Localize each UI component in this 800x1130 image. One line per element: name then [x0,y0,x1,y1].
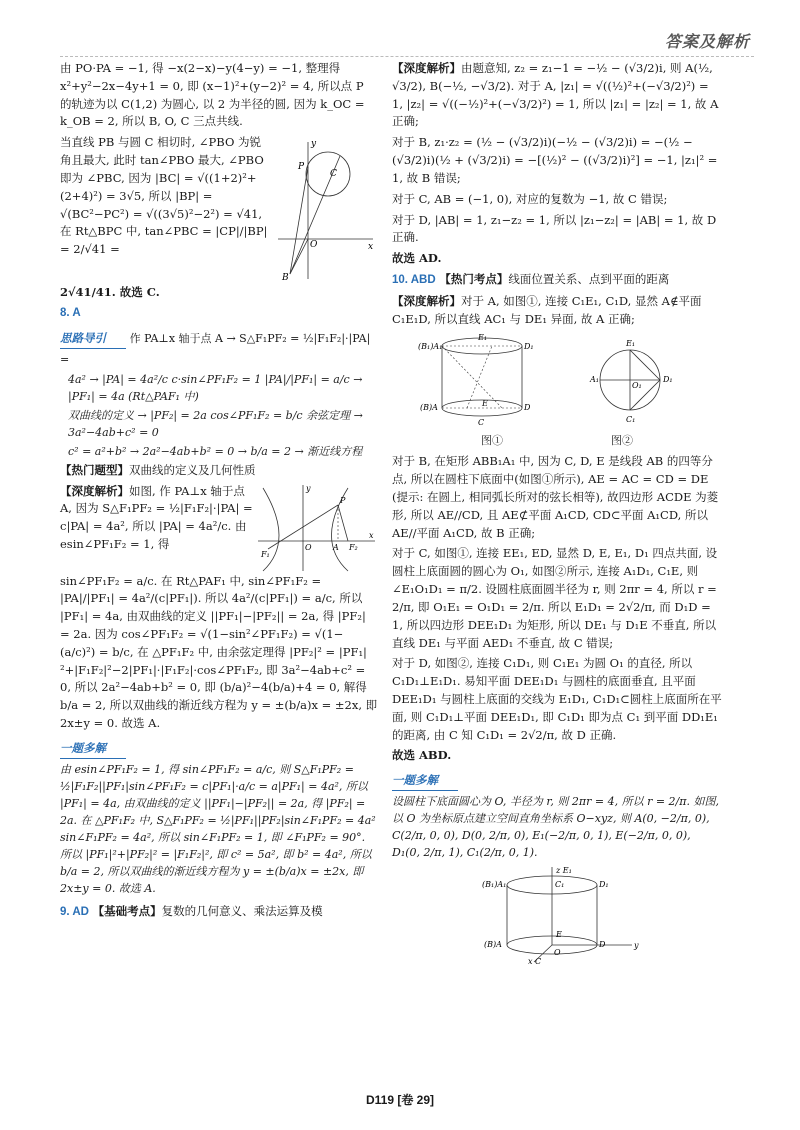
q8-hot-topic [60,462,378,480]
svg-text:x: x [369,530,374,540]
q8-flow-step-3: c² = a²+b² → 2a²−4ab+b² = 0 → b/a = 2 → 渐近线方程 [68,444,363,458]
svg-text:O: O [310,240,318,251]
q9-topic: 复数的几何意义、乘法运算及模 [161,904,323,919]
q8-deep-text-2: sin∠PF₁F₂ = a/c. 在 Rt△PAF₁ 中, sin∠PF₁F₂ = |PA|/|PF₁| = 4a²/(c|PF₁|). 所以 4a²/(c|PF₁|) = a/c, 所以 |PF₁| = 4a, 由双曲线的定义 ||PF₁|−|PF₂|| = 2a, 得 |PF₂| = 2a. 因为 cos∠PF₁F₂ = √(1−sin²∠PF₁F₂) = √(1−(a/c)²) = b/c, 在 △PF₁F₂ 中, 由余弦定理得 |PF₂|² = |PF₁|²+|F₁F₂|²−2|PF₁|·|F₁F₂|·cos∠PF₁F₂, 即 3a²−4ab+c² = 0, 所以 2a²−4ab+b² = 0, 即 (b/a)²−4(b/a)+4 = 0, 解得 b/a = 2, 所以双曲线的渐近线方程为 y = ±(b/a)x = ±2x, 即 2x±y = 0. 故选 A. [60,573,378,731]
q10-cylinder-figures [412,332,702,428]
svg-text:y: y [311,139,317,150]
q10-multi-text: 设圆柱下底面圆心为 O, 半径为 r, 则 2πr = 4, 所以 r = 2/π. 如图, 以 O 为坐标原点建立空间直角坐标系 O−xyz, 则 A(0, −2/π, 0), C(2/π, 0, 0), D(0, 2/π, 0), E₁(−2/π, 0, 1), E(−2/π, 0, 0), D₁(0, 2/π, 1), C₁(2/π, 0, 1). [392,795,719,860]
svg-text:O₁: O₁ [632,381,642,391]
q9-answer: 故选 AD. [392,251,442,266]
q10-label: 10. ABD [392,273,436,286]
q7-continuation-text: 由 PO·PA = −1, 得 −x(2−x)−y(4−y) = −1, 整理得 x²+y²−2x−4y+1 = 0, 即 (x−1)²+(y−2)² = 4, 所以点 P 的轨迹为以 C(1,2) 为圆心, 以 2 为半径的圆, 因为 k_OC = k_OB = 2, 所以 B, O, C 三点共线. [60,61,365,129]
svg-text:E₁: E₁ [626,339,636,349]
q8-deep-text-1 [60,483,253,570]
q10-deep-b: 对于 B, 在矩形 ABB₁A₁ 中, 因为 C, D, E 是线段 AB 的四等分点, 所以在圆柱下底面中(如图①所示), AE = AC = CD = DE (提示: 在圆上, 相同弧长所对的弦长相等), 故四边形 ACDE 为菱形, 所以 AE//CD, 且 AE⊄平面 A₁CD, CD⊂平面 A₁CD, 所以 AE//平面 A₁CD, 故 B 正确; [392,454,719,540]
q7-tangent-text: 当直线 PB 与圆 C 相切时, ∠PBO 为锐角且最大, 此时 tan∠PBO 最大, ∠PBO 即为 ∠PBC, 因为 |BC| = √((1+2)²+(2+4)²) = 3√5, 所以 |BP| = √(BC²−PC²) = √((3√5)²−2²) = √41, 在 Rt△BPC 中, tan∠PBC = |CP|/|BP| = 2/√41 = [60,135,268,257]
q8-deep-intro: 如图, 作 PA⊥x 轴于点 A, 因为 S△F₁PF₂ = ½|F₁F₂|·|PA| = c|PA| = 4a², 所以 |PA| = 4a²/c. 由 esin∠PF₁F₂ = 1, 得 [60,483,253,551]
q9-deep-a: 由题意知, z₂ = z₁−1 = −½ − (√3/2)i, 则 A(½, √3/2), B(−½, −√3/2). 对于 A, |z₁| = √((½)²+(−√3/2)²) = 1, |z₂| = √((−½)²+(−√3/2)²) = 1, 所以 |z₁| = |z₂| = 1, 故 A 正确; [392,61,719,129]
q8-guide-row [60,326,378,369]
page-footer-number: D119 [卷 29] [365,1093,435,1108]
svg-text:D: D [599,940,606,950]
q8-multi-text: 由 esin∠PF₁F₂ = 1, 得 sin∠PF₁F₂ = a/c, 则 S△F₁PF₂ = ½|F₁F₂||PF₁|sin∠PF₁F₂ = c|PF₁|·a/c = a|PF₁| = 4a², 所以 |PF₁| = 4a, 由双曲线的定义 ||PF₁|−|PF₂|| = 2a, 得 |PF₂| = 2a. 在 △PF₁F₂ 中, S△F₁PF₂ = ½|PF₁||PF₂|sin∠F₁PF₂ = 4a² sin∠F₁PF₂ = 4a², 所以 sin∠F₁PF₂ = 1, 即 ∠F₁PF₂ = 90°. 所以 |PF₁|²+|PF₂|² = |F₁F₂|², 即 c² = 5a², 即 b² = 4a², 所以 b/a = 2, 所以双曲线的渐近线方程为 y = ±(b/a)x = ±2x, 即 2x±y = 0. 故选 A. [60,762,376,895]
svg-text:(B)A: (B)A [420,403,438,413]
svg-text:A₁: A₁ [590,375,599,385]
q7-answer: 2√41/41. 故选 C. [60,285,160,300]
fig2-caption: 图② [611,434,633,448]
svg-text:D: D [524,403,531,413]
svg-text:E₁: E₁ [478,333,488,343]
q9-deep-d: 对于 D, |AB| = 1, z₁−z₂ = 1, 所以 |z₁−z₂| = |AB| = 1, 故 D 正确. [392,212,717,245]
svg-text:P: P [298,162,305,173]
q8-multi-label: 一题多解 [60,740,126,759]
svg-text:D₁: D₁ [663,375,673,385]
svg-text:x C: x C [528,957,542,966]
svg-text:y: y [306,483,311,493]
svg-text:C₁: C₁ [626,415,636,425]
svg-text:O: O [305,542,312,552]
q8-flow-step-2: 双曲线的定义 → |PF₂| = 2a cos∠PF₁F₂ = b/c 余弦定理 → 3a²−4ab+c² = 0 [68,408,363,439]
svg-text:F₁: F₁ [261,549,270,559]
svg-text:E: E [482,399,488,409]
q10-figure-captions [427,432,687,449]
q9-deep-tag: 【深度解析】 [392,61,461,75]
svg-text:D₁: D₁ [599,880,609,890]
header-divider [60,56,754,57]
q8-hot-text: 双曲线的定义及几何性质 [129,462,256,477]
svg-text:(B)A: (B)A [484,940,502,950]
q10-deep-d: 对于 D, 如图②, 连接 C₁D₁, 则 C₁E₁ 为圆 O₁ 的直径, 所以 C₁D₁⊥E₁D₁. 易知平面 DEE₁D₁ 与圆柱的底面垂直, 且平面 DEE₁D₁ 与圆柱上底面的交线为 E₁D₁, C₁D₁⊂圆柱上底面所在平面, 则 C₁D₁⊥平面 DEE₁D₁, 即 C₁D₁ 即为点 C₁ 到平面 DD₁E₁ 的距离, 由 C 知 C₁D₁ = 2√2/π, 故 D 正确. [392,656,722,742]
svg-text:B: B [282,273,289,284]
q8-hot-tag: 【热门题型】 [60,462,129,477]
svg-text:E: E [556,930,562,940]
q8-guide-label: 思路导引 [60,330,126,349]
svg-text:P: P [340,495,346,505]
left-column [60,60,378,925]
svg-text:(B₁)A₁: (B₁)A₁ [418,342,443,352]
svg-text:C: C [330,169,337,180]
q9-deep-b: 对于 B, z₁·z₂ = (½ − (√3/2)i)(−½ − (√3/2)i) = −(½ − (√3/2)i)(½ + (√3/2)i) = −[(½)² − ((√3/2)i)²] = −1, |z₁|² = 1, 故 B 错误; [392,135,718,185]
svg-text:D₁: D₁ [524,342,534,352]
svg-text:z E₁: z E₁ [556,866,572,876]
q10-deep-a-row [392,293,722,329]
q8-hyperbola-figure [253,483,378,573]
q9-deep-text-1 [392,60,722,131]
svg-text:C₁: C₁ [555,880,565,890]
q10-deep-a: 对于 A, 如图①, 连接 C₁E₁, C₁D, 显然 A∉平面 C₁E₁D, 所以直线 AC₁ 与 DE₁ 异面, 故 A 正确; [392,293,702,326]
q10-deep-tag: 【深度解析】 [392,293,461,308]
q9-label: 9. AD [60,906,89,919]
q9-tag: 【基础考点】 [92,904,162,919]
q10-multi-label: 一题多解 [392,772,458,791]
page-header-title: 答案及解析 [664,32,750,51]
q10-topic: 线面位置关系、点到平面的距离 [508,271,670,286]
svg-text:C: C [478,418,485,428]
q9-header [60,903,378,922]
q8-label: 8. A [60,307,81,320]
q8-deep-tag: 【深度解析】 [60,483,129,498]
q10-header [392,271,722,290]
q10-coordinate-figure [472,865,642,965]
svg-text:x: x [368,242,374,253]
svg-text:F₂: F₂ [349,542,358,552]
svg-text:(B₁)A₁: (B₁)A₁ [482,880,507,890]
q8-guide-text: 作 PA⊥x 轴于点 A → S△F₁PF₂ = ½|F₁F₂|·|PA| = [60,331,371,366]
right-column [392,60,722,969]
svg-text:y: y [634,941,639,951]
q10-tag: 【热门考点】 [439,271,509,286]
q8-flow-step-1: 4a² → |PA| = 4a²/c c·sin∠PF₁F₂ = 1 |PA|/|PF₁| = a/c → |PF₁| = 4a (Rt△PAF₁ 中) [68,372,363,403]
q10-deep-c: 对于 C, 如图①, 连接 EE₁, ED, 显然 D, E, E₁, D₁ 四点共面, 设圆柱上底面圆的圆心为 O₁, 如图②所示, 连接 A₁D₁, C₁E, 则 ∠E₁O₁D₁ = π/2. 设圆柱底面圆半径为 r, 则 2πr = 4, 所以 r = 2/π, 即 O₁E₁ = O₁D₁ = 2/π. 所以 E₁D₁ = 2√2/π, 而 D₁D = 1, 所以四边形 DEE₁D₁ 为矩形, 所以 DE₁ 与 D₁E 不垂直, 所以直线 DE₁ 与平面 AED₁ 不垂直, 故 C 错误; [392,546,718,650]
fig1-caption: 图① [481,434,503,448]
q8-deep-block [60,483,378,573]
svg-text:A: A [333,542,339,552]
q10-answer: 故选 ABD. [392,748,452,763]
q7-tangent-block [60,134,378,284]
q7-circle-figure [268,134,378,284]
svg-text:O: O [554,948,561,958]
q9-deep-c: 对于 C, AB = (−1, 0), 对应的复数为 −1, 故 C 错误; [392,191,668,206]
